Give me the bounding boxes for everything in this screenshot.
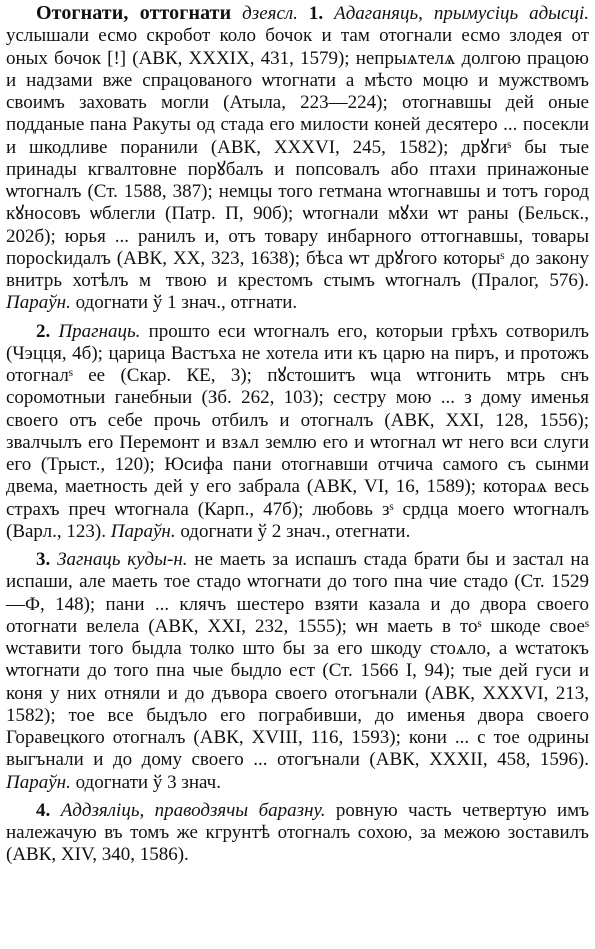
sense-gloss: Загнаць куды-н.: [57, 549, 188, 570]
paral-text: одогнати ў 2 знач., отегнати.: [180, 520, 411, 542]
sense-gloss: Аддзяліць, праводзячы баразну.: [60, 799, 326, 821]
paral-text: одогнати ў 1 знач., отгнати.: [75, 292, 298, 314]
sense-gloss: Прагнаць.: [58, 320, 141, 342]
sense-3: [6, 549, 589, 794]
sense-citations: прошто еси ѡтогналъ его, которыи грѣхъ сотворилъ (Чэцця, 4б); царица Вастъха не хотела ити къ царю на пиръ, и протожъ отогналˢ ее (Скар. КЕ, 3); пꙋстошитъ ѡца ѡтгонить мтрь снъ соромотныи ганебныи (Зб. 262, 103); сестру мою ... з дому именья своего отъ себе прочь отбилъ и отогналъ (АВК, XXI, 128, 1556); звалчылъ его Перемонт и взѧл землю его и ѡтогнал ѡт него вси слуги его (Трыст., 120); Юсифа пани отогнавши отчича самого съ сынми двема, маетность дей у его забрала (АВК, VI, 16, 1589); котораѧ весь страхъ преч ѡтогнала (Карп., 47б); любовь зˢ срдца моего ѡтогналъ (Варл., 123).: [6, 320, 590, 542]
paral-label: Параўн.: [6, 771, 71, 793]
sense-number: 2.: [36, 320, 51, 342]
sense-1: [6, 2, 589, 315]
sense-2: [6, 321, 589, 544]
sense-4: [6, 800, 589, 867]
sense-number: 4.: [36, 799, 51, 821]
sense-number: 1.: [308, 3, 324, 24]
paral-label: Параўн.: [6, 292, 71, 314]
sense-citations: услышали есмо скробот коло бочок и там отогнали есмо злодея от оных бочок [!] (АВК, XXXIX, 431, 1579); непрыѧтелѧ долгою працою и надзами вже спрацованого ѡтогнати а мѣсто моцю и мужствомъ своимъ заховать могли (Атыла, 223—224); отогнавшы дей оные подданые пана Ракуты од стада его милости коней десятеро ... посекли и шкодливе поранили (АВК, XXXVI, 245, 1582); дрꙋгиˢ бы тые принады кгвалтовне порꙋбалъ и попсовалъ або птахи принажоные ѡтогналъ (Ст. 1588, 387); немцы того гетмана ѡтогнавшы и тотъ город кꙋносовъ ѡблегли (Патр. П, 90б); ѡтогнали мꙋхи ѡт раны (Бельск., 202б); юрья ... ранилъ и, отъ товару инбарного оттогнавшы, товары поросkидалъ (АВК, XX, 323, 1638); бѣса ѡт дрꙋгого которыˢ до закону внитрь хотѣлъ мⷶтвою и крестомъ стымъ ѡтогналъ (Пралог, 576).: [6, 25, 589, 291]
sense-number: 3.: [36, 549, 51, 570]
sense-citations: не маеть за испашъ стада брати бы и застал на испаши, але маеть тое стадо ѡтогнати до того пна чие стадо (Ст. 1529—Ф, 148); пани ... клячъ шестеро взяти казала и до двора своего отогнати велела (АВК, XXI, 232, 1555); ѡн маеть в тоˢ шкоде своеˢ ѡставити того быдла толко што бы за его шкоду стоѧло, а ѡстатокъ ѡтогнати до того пна чые быдло ест (Ст. 1566 I, 94); тые дей гуси и коня у них отняли и до дъвора своего отогънали (АВК, XXXVI, 213, 1582); тое все быдъло его пограбивши, до именья двора своего Горавецкого отогналъ (АВК, XVIII, 116, 1593); кони ... с тое одрины выгънали и до дому своего ... отогънали (АВК, XXXII, 458, 1596).: [6, 549, 590, 771]
dictionary-entry: [6, 2, 589, 867]
paral-text: одогнати ў 3 знач.: [75, 771, 221, 793]
paral-label: Параўн.: [110, 520, 176, 542]
sense-citations: ровную часть четвертую имъ належачую въ томъ же кгрунтѣ отогналъ сохою, за межою зоставилъ (АВК, XIV, 340, 1586).: [6, 799, 590, 866]
headword: Отогнати, оттогнати: [36, 2, 232, 24]
part-of-speech: дзеясл.: [242, 3, 298, 24]
sense-gloss: Адаганяць, прымусіць адысці.: [334, 3, 590, 24]
